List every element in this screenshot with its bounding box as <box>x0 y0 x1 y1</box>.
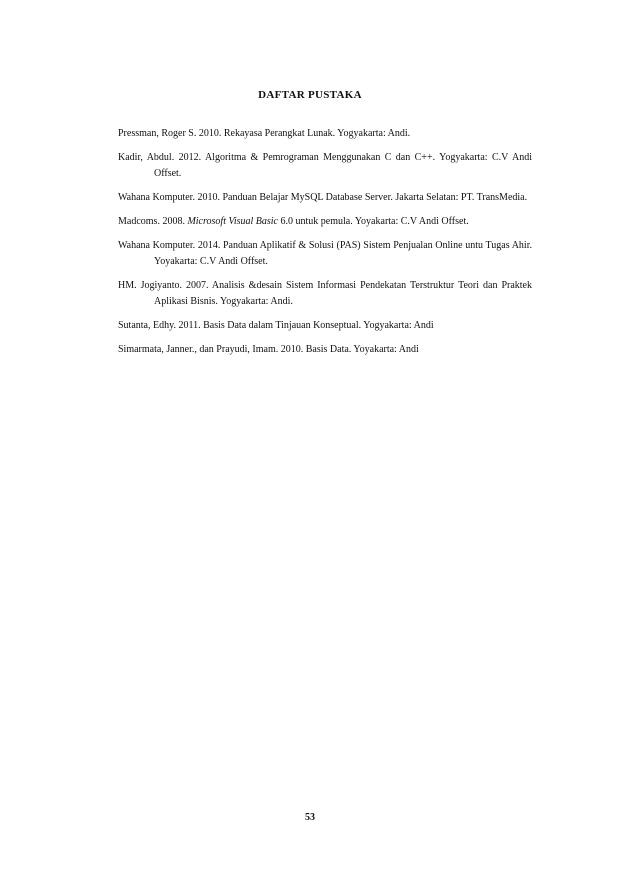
page-number: 53 <box>305 812 315 823</box>
reference-item <box>118 214 532 230</box>
reference-list <box>118 126 532 366</box>
reference-item <box>118 278 532 310</box>
reference-text-after: 6.0 untuk pemula. Yoyakarta: C.V Andi Offset. <box>278 216 469 227</box>
reference-item <box>118 126 532 142</box>
reference-text: Sutanta, Edhy. 2011. Basis Data dalam Tinjauan Konseptual. Yogyakarta: Andi <box>118 320 434 331</box>
reference-text: Wahana Komputer. 2014. Panduan Aplikatif & Solusi (PAS) Sistem Penjualan Online untu Tugas Ahir. Yoyakarta: C.V Andi Offset. <box>118 240 532 267</box>
reference-item <box>118 190 532 206</box>
reference-text: Simarmata, Janner., dan Prayudi, Imam. 2010. Basis Data. Yoyakarta: Andi <box>118 344 419 355</box>
reference-text: Kadir, Abdul. 2012. Algoritma & Pemrograman Menggunakan C dan C++. Yogyakarta: C.V Andi Offset. <box>118 152 532 179</box>
reference-item <box>118 150 532 182</box>
reference-text: Pressman, Roger S. 2010. Rekayasa Perangkat Lunak. Yogyakarta: Andi. <box>118 128 411 139</box>
page-title: DAFTAR PUSTAKA <box>258 89 362 101</box>
reference-italic-title: Microsoft Visual Basic <box>187 216 278 227</box>
reference-text: Madcoms. 2008. <box>118 216 188 227</box>
reference-item <box>118 238 532 270</box>
reference-text: Wahana Komputer. 2010. Panduan Belajar MySQL Database Server. Jakarta Selatan: PT. TransMedia. <box>118 192 528 203</box>
reference-text: HM. Jogiyanto. 2007. Analisis &desain Sistem Informasi Pendekatan Terstruktur Teori dan Praktek Aplikasi Bisnis. Yogyakarta: Andi. <box>118 280 532 307</box>
reference-item <box>118 318 532 334</box>
reference-item <box>118 342 532 358</box>
